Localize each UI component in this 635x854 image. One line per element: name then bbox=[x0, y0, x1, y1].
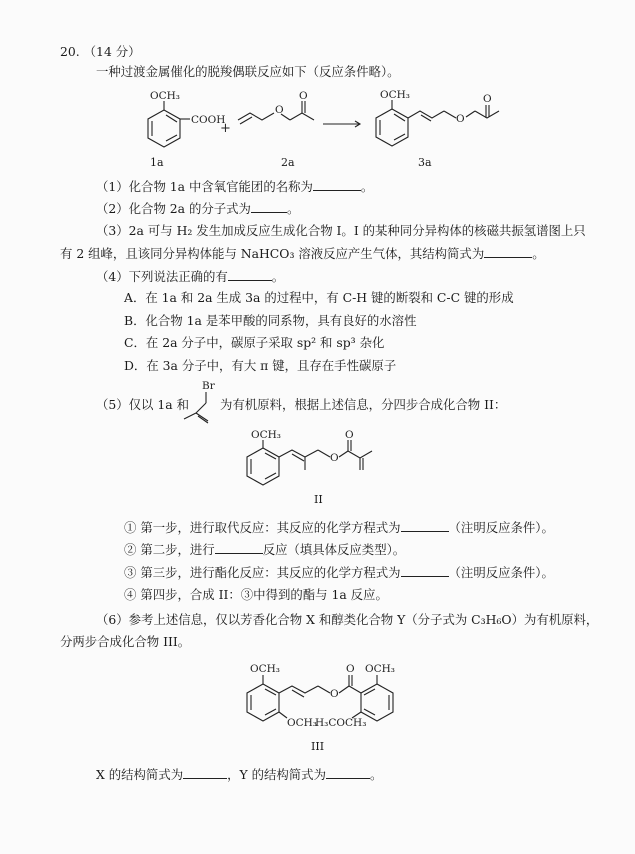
o-3a-carbonyl: O bbox=[483, 93, 492, 105]
q4-option-c: C．在 2a 分子中，碳原子采取 sp² 和 sp³ 杂化 bbox=[124, 335, 385, 350]
sub1-acid: COOH bbox=[191, 114, 226, 126]
q6-line1: （6）参考上述信息，仅以芳香化合物 X 和醇类化合物 Y（分子式为 C₃H₆O）为有机原料， bbox=[96, 612, 599, 627]
q-number: 20. bbox=[60, 44, 80, 59]
label-3a: 3a bbox=[418, 156, 432, 169]
q5-step4: ④ 第四步，合成 II：③中得到的酯与 1a 反应。 bbox=[124, 587, 388, 602]
q5-step1-note: （注明反应条件）。 bbox=[448, 520, 554, 535]
q3-line2-text: 有 2 组峰，且该同分异构体能与 NaHCO₃ 溶液反应产生气体，其结构简式为 bbox=[60, 246, 485, 261]
q3-line1: （3）2a 可与 H₂ 发生加成反应生成化合物 I。I 的某种同分异构体的核磁共振氢谱图上只 bbox=[96, 223, 586, 238]
q6-line2: 分两步合成化合物 III。 bbox=[60, 634, 191, 649]
comp2-ome: OCH₃ bbox=[251, 429, 282, 441]
q3-end: 。 bbox=[532, 246, 545, 261]
q5-suffix: 为有机原料，根据上述信息，分四步合成化合物 II： bbox=[220, 397, 507, 412]
iii-o-ester: O bbox=[330, 688, 339, 700]
q6-answer bbox=[96, 766, 382, 783]
q6-end: 。 bbox=[369, 767, 383, 782]
iii-o-carbonyl: O bbox=[346, 663, 355, 675]
q2-text: （2）化合物 2a 的分子式为 bbox=[96, 201, 251, 216]
q4-end: 。 bbox=[271, 269, 285, 284]
comp2-o-ester: O bbox=[330, 452, 339, 464]
q6-x-text: X 的结构简式为 bbox=[96, 767, 184, 782]
q2-end: 。 bbox=[286, 201, 300, 216]
q4-option-d: D．在 3a 分子中，有大 π 键，且存在手性碳原子 bbox=[124, 358, 397, 373]
q4-stem-text: （4）下列说法正确的有 bbox=[96, 269, 228, 284]
q5-prefix: （5）仅以 1a 和 bbox=[96, 397, 189, 412]
label-II: II bbox=[314, 493, 323, 506]
iii-ome-bottom-right: H₃COCH₃ bbox=[315, 717, 367, 729]
comp2-o-carbonyl: O bbox=[345, 429, 354, 441]
plus-sign: + bbox=[220, 121, 231, 136]
q5-step3-note: （注明反应条件）。 bbox=[448, 565, 554, 580]
q6-y-text: ，Y 的结构简式为 bbox=[227, 767, 326, 782]
q1-end: 。 bbox=[360, 179, 374, 194]
br-label: Br bbox=[202, 380, 215, 392]
o-2a-carbonyl: O bbox=[299, 90, 308, 102]
prod-ome: OCH₃ bbox=[380, 89, 411, 101]
o-3a-ester: O bbox=[456, 113, 465, 125]
q-points: （14 分） bbox=[83, 44, 141, 59]
q6-y-blank[interactable] bbox=[326, 766, 370, 779]
label-III: III bbox=[311, 740, 325, 753]
iii-ome-bottom-left: OCH₃ bbox=[287, 717, 318, 729]
label-2a: 2a bbox=[281, 156, 295, 169]
iii-ome-top-right: OCH₃ bbox=[365, 663, 396, 675]
label-1a: 1a bbox=[150, 156, 164, 169]
sub1-ome: OCH₃ bbox=[150, 90, 181, 102]
q5-step2-text: ② 第二步，进行 bbox=[124, 542, 215, 557]
q5-step2-note: 反应（填具体反应类型）。 bbox=[262, 542, 406, 557]
o-2a-ester: O bbox=[275, 104, 284, 116]
q5-step3-text: ③ 第三步，进行酯化反应：其反应的化学方程式为 bbox=[124, 565, 401, 580]
iii-ome-top-left: OCH₃ bbox=[250, 663, 281, 675]
q5-step1-text: ① 第一步，进行取代反应：其反应的化学方程式为 bbox=[124, 520, 401, 535]
q4-option-a: A．在 1a 和 2a 生成 3a 的过程中，有 C-H 键的断裂和 C-C 键的形成 bbox=[124, 290, 514, 305]
q6-x-blank[interactable] bbox=[183, 766, 227, 779]
q1-text: （1）化合物 1a 中含氧官能团的名称为 bbox=[96, 179, 313, 194]
intro-text: 一种过渡金属催化的脱羧偶联反应如下（反应条件略）。 bbox=[96, 64, 400, 79]
q4-option-b: B．化合物 1a 是苯甲酸的同系物，具有良好的水溶性 bbox=[124, 313, 417, 328]
